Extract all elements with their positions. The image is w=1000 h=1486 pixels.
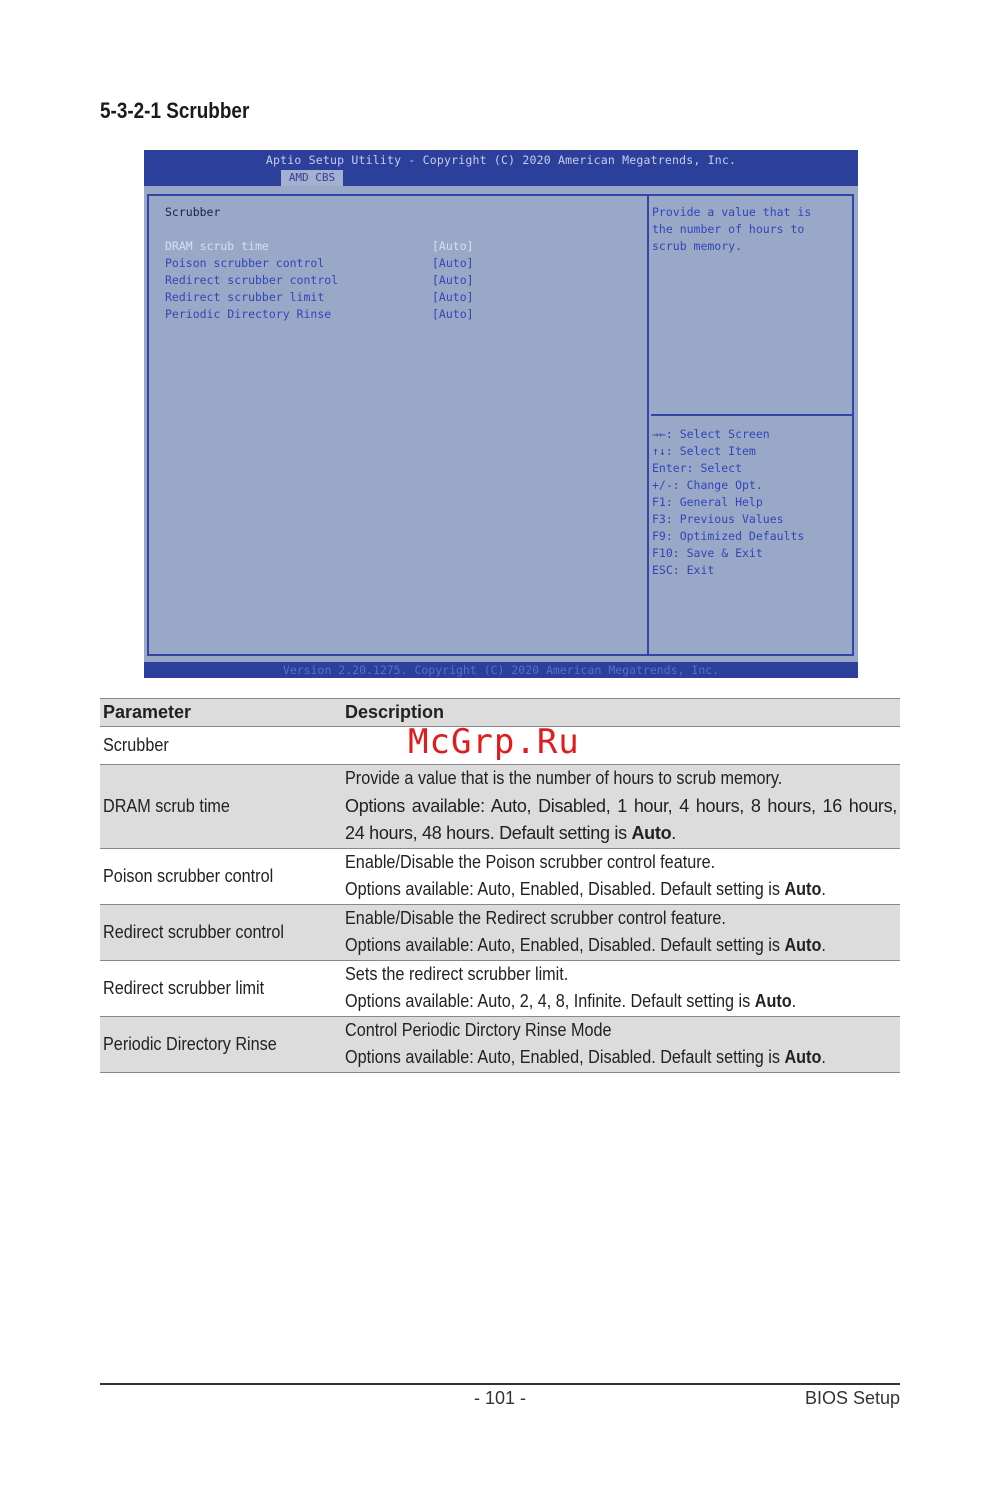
bios-item-poison-scrubber-control[interactable]: Poison scrubber control	[165, 256, 325, 270]
bios-screenshot	[144, 150, 858, 678]
bios-value-poison-scrubber-control[interactable]: [Auto]	[432, 256, 474, 270]
bios-value-dram-scrub-time[interactable]: [Auto]	[432, 239, 474, 253]
watermark: McGrp.Ru	[408, 722, 580, 762]
page-number: - 101 -	[473, 1388, 527, 1408]
param-cell	[100, 848, 342, 904]
bios-help-text	[652, 204, 848, 255]
desc-cell	[342, 1016, 900, 1072]
default-value: Auto	[631, 823, 672, 843]
desc-options: Options available: Auto, 2, 4, 8, Infinite. Default setting is Auto.	[345, 991, 797, 1011]
desc-options: Options available: Auto, Enabled, Disabled. Default setting is Auto.	[345, 879, 826, 899]
desc-cell	[342, 765, 900, 849]
bios-value-redirect-scrubber-control[interactable]: [Auto]	[432, 273, 474, 287]
bios-value-periodic-directory-rinse[interactable]: [Auto]	[432, 307, 474, 321]
param-name: Scrubber	[103, 735, 169, 755]
table-row	[100, 765, 900, 849]
param-cell	[100, 765, 342, 849]
param-name: DRAM scrub time	[103, 795, 230, 816]
tab-amd-cbs[interactable]: AMD CBS	[281, 170, 343, 186]
param-cell	[100, 904, 342, 960]
help-line: the number of hours to	[652, 222, 805, 236]
key-hint-esc: ESC: Exit	[652, 563, 715, 577]
desc-cell	[342, 904, 900, 960]
header-description: Description	[342, 699, 900, 727]
key-hint-enter: Enter: Select	[652, 461, 743, 475]
default-value: Auto	[754, 991, 792, 1011]
footer-section-name: BIOS Setup	[804, 1388, 900, 1408]
help-line: scrub memory.	[652, 239, 743, 253]
bios-item-redirect-scrubber-limit[interactable]: Redirect scrubber limit	[165, 290, 325, 304]
header-parameter: Parameter	[100, 699, 342, 727]
desc-cell	[342, 960, 900, 1016]
param-cell	[100, 960, 342, 1016]
bios-header	[144, 150, 858, 186]
table-row	[100, 848, 900, 904]
bios-footer: Version 2.20.1275. Copyright (C) 2020 American Megatrends, Inc.	[144, 662, 858, 678]
desc-line: Enable/Disable the Redirect scrubber control feature.	[345, 907, 726, 928]
key-hint-f1: F1: General Help	[652, 495, 763, 509]
bios-section-label: Scrubber	[165, 205, 221, 219]
desc-line: Enable/Disable the Poison scrubber control feature.	[345, 851, 716, 872]
desc-options: Options available: Auto, Enabled, Disabled. Default setting is Auto.	[345, 935, 826, 955]
param-cell	[100, 727, 342, 765]
desc-line: Control Periodic Dirctory Rinse Mode	[345, 1019, 612, 1040]
bios-item-dram-scrub-time[interactable]: DRAM scrub time	[165, 239, 269, 253]
param-name: Periodic Directory Rinse	[103, 1033, 277, 1054]
table-row	[100, 1016, 900, 1072]
default-value: Auto	[784, 935, 822, 955]
param-name: Poison scrubber control	[103, 865, 274, 886]
bios-key-legend	[652, 426, 804, 579]
desc-options: Options available: Auto, Disabled, 1 hour, 4 hours, 8 hours, 16 hours, 24 hours, 48 hours. Default setting is Auto.	[345, 795, 897, 843]
desc-cell	[342, 848, 900, 904]
key-hint-select-item: ↑↓: Select Item	[652, 444, 756, 458]
table-row	[100, 960, 900, 1016]
key-hint-select-screen: →←: Select Screen	[652, 427, 770, 441]
key-hint-change-opt: +/-: Change Opt.	[652, 478, 763, 492]
desc-line: Provide a value that is the number of hours to scrub memory.	[345, 768, 783, 788]
key-hint-f9: F9: Optimized Defaults	[652, 529, 805, 543]
param-cell	[100, 1016, 342, 1072]
param-name: Redirect scrubber control	[103, 921, 284, 942]
bios-item-periodic-directory-rinse[interactable]: Periodic Directory Rinse	[165, 307, 332, 321]
default-value: Auto	[784, 879, 822, 899]
key-hint-f10: F10: Save & Exit	[652, 546, 763, 560]
key-hint-f3: F3: Previous Values	[652, 512, 784, 526]
bios-item-redirect-scrubber-control[interactable]: Redirect scrubber control	[165, 273, 339, 287]
bios-value-redirect-scrubber-limit[interactable]: [Auto]	[432, 290, 474, 304]
desc-options: Options available: Auto, Enabled, Disabled. Default setting is Auto.	[345, 1047, 826, 1067]
bios-divider-horizontal	[651, 414, 854, 416]
desc-line: Sets the redirect scrubber limit.	[345, 963, 569, 984]
bios-divider-vertical	[647, 194, 649, 656]
bios-header-title: Aptio Setup Utility - Copyright (C) 2020 American Megatrends, Inc.	[265, 153, 737, 167]
help-line: Provide a value that is	[652, 205, 812, 219]
param-name: Redirect scrubber limit	[103, 977, 265, 998]
section-title: 5-3-2-1 Scrubber	[100, 98, 250, 123]
footer-rule	[100, 1383, 900, 1385]
table-row	[100, 904, 900, 960]
default-value: Auto	[784, 1047, 822, 1067]
